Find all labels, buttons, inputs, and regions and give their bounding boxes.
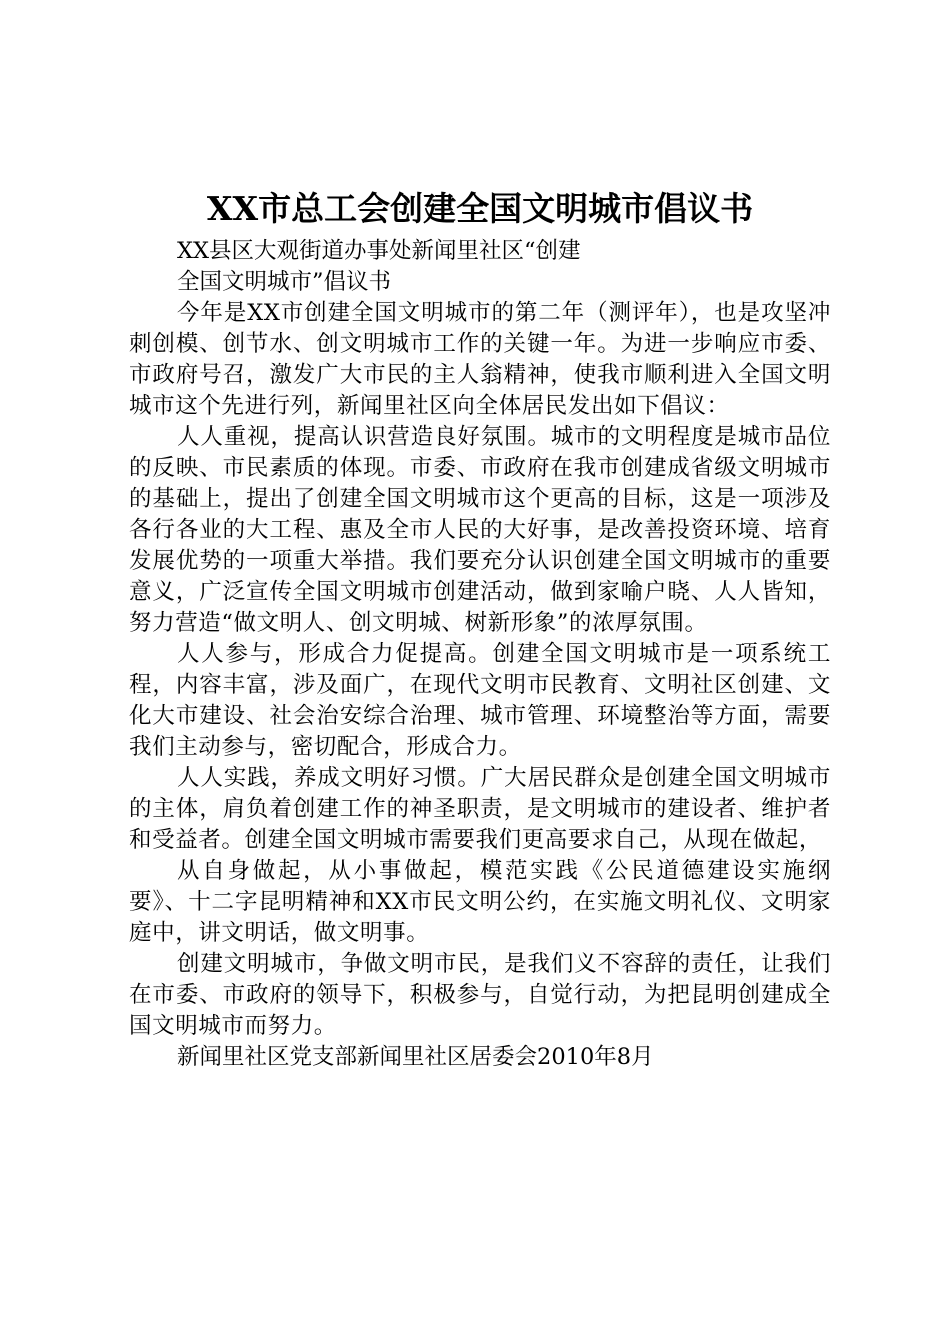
paragraph-attention: 人人重视，提高认识营造良好氛围。城市的文明程度是城市品位的反映、市民素质的体现。市委、市政府在我市创建成省级文明城市的基础上，提出了创建全国文明城市这个更高的目标，这是一项涉及各行各业的大工程、惠及全市人民的大好事，是改善投资环境、培育发展优势的一项重大举措。我们要充分认识创建全国文明城市的重要意义，广泛宣传全国文明城市创建活动，做到家喻户晓、人人皆知，努力营造“做文明人、创文明城、树新形象”的浓厚氛围。 [129,424,831,636]
paragraph-participation: 人人参与，形成合力促提高。创建全国文明城市是一项系统工程，内容丰富，涉及面广，在现代文明市民教育、文明社区创建、文化大市建设、社会治安综合治理、城市管理、环境整治等方面，需要我们主动参与，密切配合，形成合力。 [129,641,831,760]
paragraph-start-from-self: 从自身做起，从小事做起，模范实践《公民道德建设实施纲要》、十二字昆明精神和XX市民文明公约，在实施文明礼仪、文明家庭中，讲文明话，做文明事。 [129,858,831,946]
document-subtitle-line-2: 全国文明城市”倡议书 [177,269,392,295]
document-signature: 新闻里社区党支部新闻里社区居委会2010年8月 [177,1044,654,1070]
document-page [129,184,831,1073]
document-subtitle-line-1: XX县区大观街道办事处新闻里社区“创建 [177,238,581,264]
document-title: XX市总工会创建全国文明城市倡议书 [206,189,754,228]
paragraph-intro: 今年是XX市创建全国文明城市的第二年（测评年），也是攻坚冲刺创模、创节水、创文明城市工作的关键一年。为进一步响应市委、市政府号召，激发广大市民的主人翁精神，使我市顺利进入全国文明城市这个先进行列，新闻里社区向全体居民发出如下倡议： [129,300,831,419]
paragraph-conclusion: 创建文明城市，争做文明市民，是我们义不容辞的责任，让我们在市委、市政府的领导下，积极参与，自觉行动，为把昆明创建成全国文明城市而努力。 [129,951,831,1039]
paragraph-practice: 人人实践，养成文明好习惯。广大居民群众是创建全国文明城市的主体，肩负着创建工作的神圣职责，是文明城市的建设者、维护者和受益者。创建全国文明城市需要我们更高要求自己，从现在做起， [129,765,831,853]
